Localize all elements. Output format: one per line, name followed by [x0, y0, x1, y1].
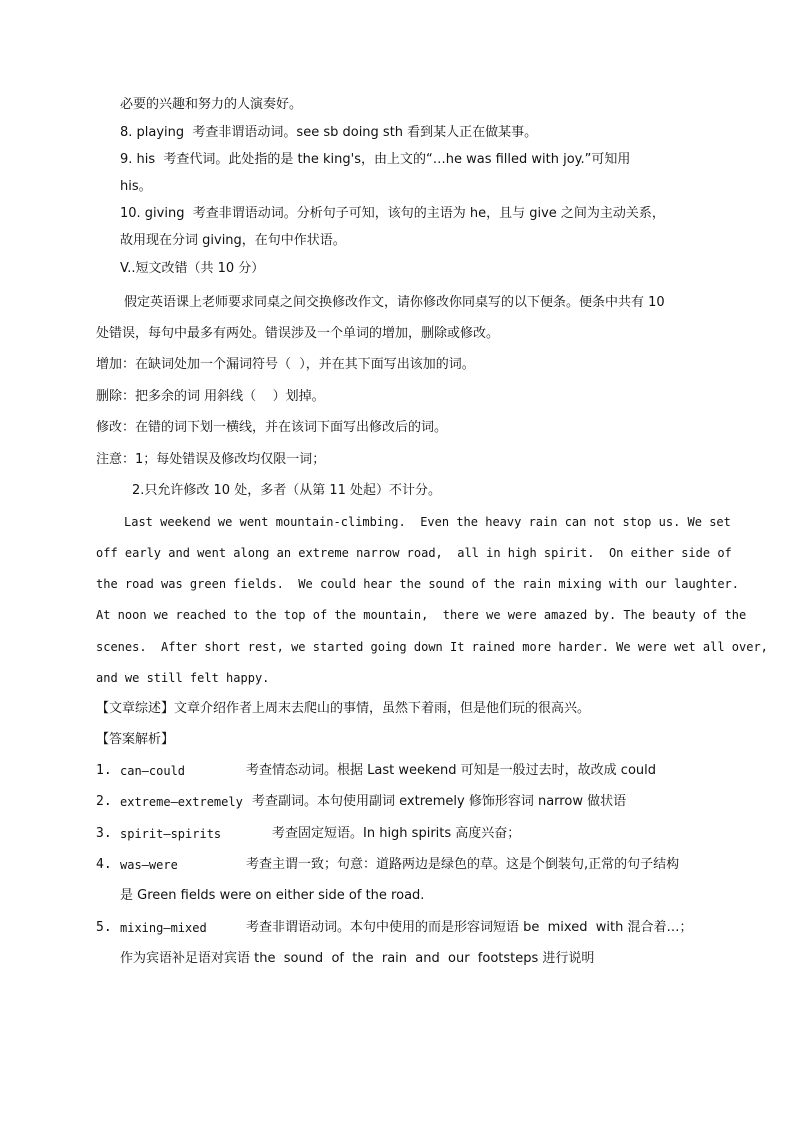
text-line: 删除：把多余的词 用斜线（ ）划掉。	[96, 389, 325, 404]
passage-line: scenes. After short rest, we started going down It rained more harder. We were wet all over,	[96, 640, 768, 654]
text-line: 修改：在错的词下划一横线，并在该词下面写出修改后的词。	[96, 420, 448, 435]
text-line: 假定英语课上老师要求同桌之间交换修改作文，请你修改你同桌写的以下便条。便条中共有 10	[124, 295, 665, 310]
text-line: 2.只允许修改 10 处，多者（从第 11 处起）不计分。	[132, 483, 442, 498]
answer-number: 4.	[96, 857, 112, 872]
passage-line: and we still felt happy.	[96, 671, 270, 685]
passage-line: the road was green fields. We could hear the sound of the rain mixing with our laughter.	[96, 577, 739, 591]
text-line: 10. giving 考查非谓语动词。分析句子可知，该句的主语为 he，且与 give 之间为主动关系，	[120, 206, 665, 221]
text-line: 8. playing 考查非谓语动词。see sb doing sth 看到某人正在做某事。	[120, 125, 538, 140]
answer-explanation: 考查副词。本句使用副词 extremely 修饰形容词 narrow 做状语	[252, 794, 627, 809]
answer-correction: spirit—spirits	[120, 827, 222, 841]
text-line: 注意：1；每处错误及修改均仅限一词；	[96, 452, 326, 467]
answer-explanation: 考查情态动词。根据 Last weekend 可知是一般过去时，故改成 could	[246, 763, 656, 778]
answer-correction: can—could	[120, 764, 186, 778]
answer-number: 2.	[96, 794, 112, 809]
text-line: his。	[120, 179, 152, 194]
passage-line: Last weekend we went mountain-climbing. Even the heavy rain can not stop us. We set	[124, 515, 731, 529]
text-line: 处错误，每句中最多有两处。错误涉及一个单词的增加，删除或修改。	[96, 326, 500, 341]
answer-correction: mixing—mixed	[120, 921, 207, 935]
answer-explanation: 考查非谓语动词。本句中使用的而是形容词短语 be mixed with 混合着…；	[246, 920, 693, 935]
text-line: 9. his 考查代词。此处指的是 the king's，由上文的“…he was filled with joy.”可知用	[120, 152, 631, 167]
answer-explanation: 考查固定短语。In high spirits 高度兴奋；	[272, 826, 521, 841]
text-line: 增加：在缺词处加一个漏词符号（ ），并在其下面写出该加的词。	[96, 357, 475, 372]
text-line: 故用现在分词 giving，在句中作状语。	[120, 233, 346, 248]
answer-heading: 【答案解析】	[96, 732, 175, 747]
passage-line: off early and went along an extreme narrow road, all in high spirit. On either side of	[96, 546, 732, 560]
answer-continuation: 是 Green fields were on either side of the road.	[120, 888, 425, 903]
summary-line: 【文章综述】文章介绍作者上周末去爬山的事情，虽然下着雨，但是他们玩的很高兴。	[96, 701, 591, 716]
section-heading: V..短文改错（共 10 分）	[120, 261, 265, 276]
passage-line: At noon we reached to the top of the mountain, there we were amazed by. The beauty of the	[96, 608, 747, 622]
answer-correction: extreme—extremely	[120, 795, 243, 809]
answer-continuation: 作为宾语补足语对宾语 the sound of the rain and our footsteps 进行说明	[120, 951, 595, 966]
text-line: 必要的兴趣和努力的人演奏好。	[120, 97, 303, 112]
answer-explanation: 考查主谓一致；句意：道路两边是绿色的草。这是个倒装句,正常的句子结构	[246, 857, 680, 872]
answer-correction: was—were	[120, 858, 178, 872]
answer-number: 3.	[96, 826, 112, 841]
answer-number: 1.	[96, 763, 112, 778]
answer-number: 5.	[96, 920, 112, 935]
